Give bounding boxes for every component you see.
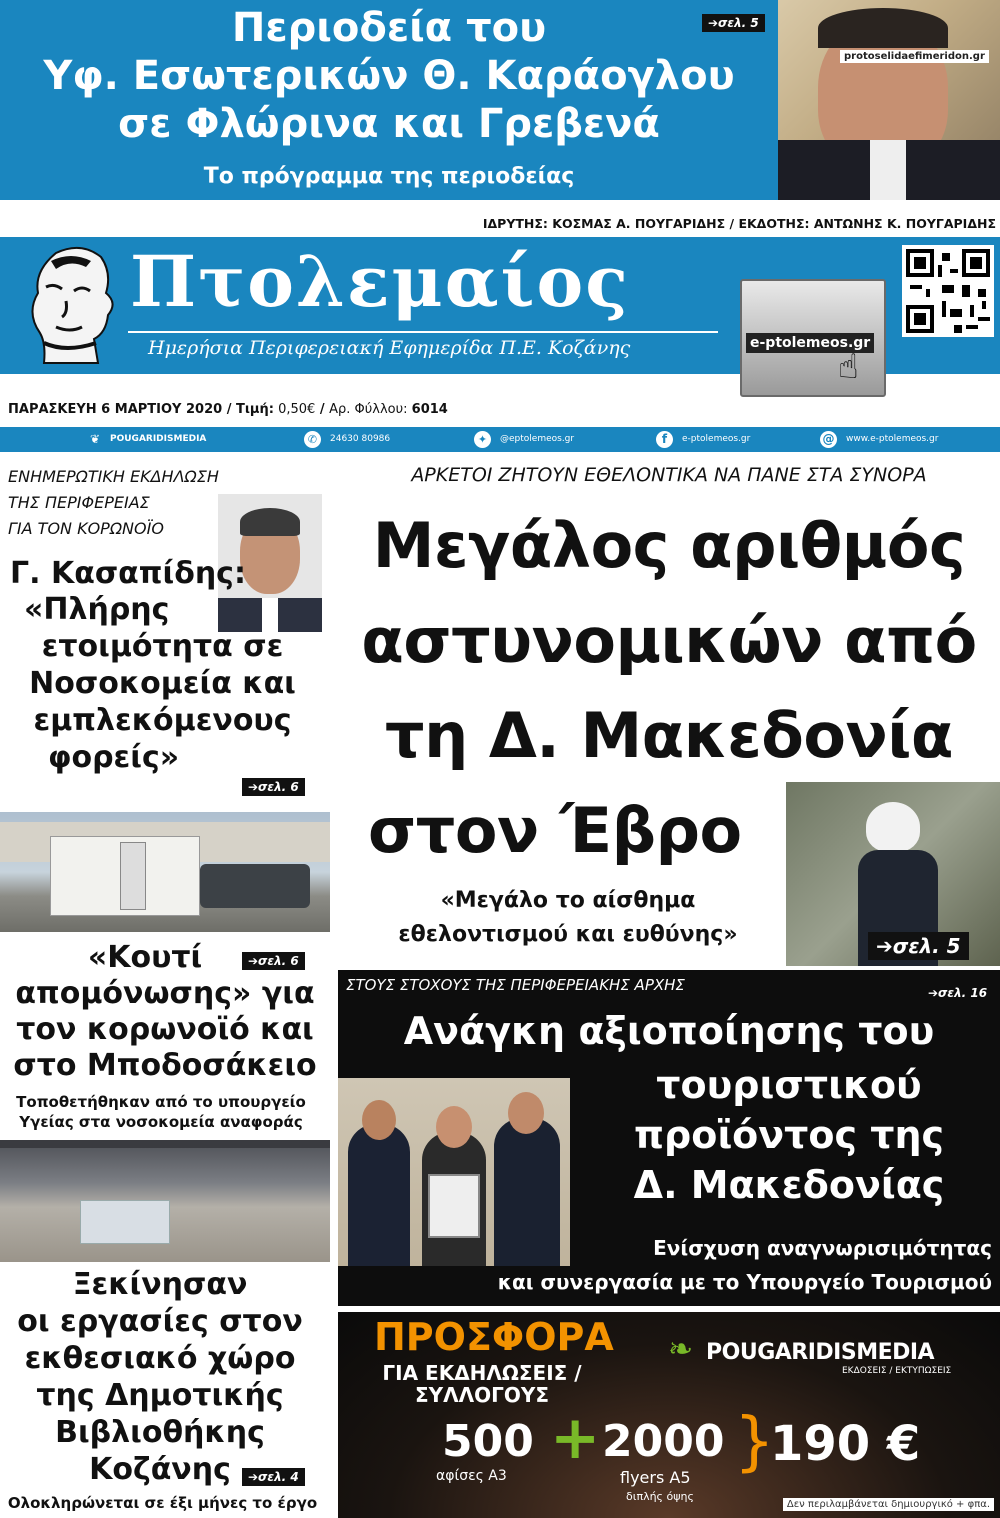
left-story-2 — [0, 940, 330, 1260]
main-headline-line2: αστυνομικών από — [361, 604, 977, 677]
ad-subline1: ΓΙΑ ΕΚΔΗΛΩΣΕΙΣ / — [382, 1361, 582, 1385]
ad-subline2: ΣΥΛΛΟΓΟΥΣ — [415, 1383, 549, 1407]
main-headline-line3: τη Δ. Μακεδονία — [385, 699, 953, 772]
contact-bar — [0, 427, 1000, 452]
story3-headline-line3: εκθεσιακό χώρο — [24, 1341, 296, 1376]
ptolemy-logo-icon — [26, 243, 126, 367]
tourism-headline-line1: Ανάγκη αξιοποίησης του — [403, 1009, 935, 1053]
tourism-meeting-photo — [338, 1078, 570, 1266]
brace-icon: } — [734, 1405, 775, 1479]
founders-line: ΙΔΡΥΤΗΣ: ΚΟΣΜΑΣ Α. ΠΟΥΓΑΡΙΔΗΣ / ΕΚΔΟΤΗΣ: ΑΝΤΩΝΗΣ Κ. ΠΟΥΓΑΡΙΔΗΣ — [482, 216, 996, 231]
story1-page-ref: ➔σελ. 6 — [242, 778, 305, 796]
tourism-page-ref: ➔σελ. 16 — [928, 986, 988, 1000]
story1-headline-line3: ετοιμότητα σε — [41, 629, 284, 664]
isolation-container-photo — [0, 812, 330, 932]
contact-phone[interactable]: 24630 80986 — [330, 434, 391, 444]
masthead — [0, 237, 1000, 387]
story3-subline: Ολοκληρώνεται σε έξι μήνες το έργο — [7, 1494, 318, 1512]
top-page-ref: ➔σελ. 5 — [702, 14, 765, 32]
main-kicker: ΑΡΚΕΤΟΙ ΖΗΤΟΥΝ ΕΘΕΛΟΝΤΙΚΑ ΝΑ ΠΑΝΕ ΣΤΑ ΣΥΝΟΡΑ — [411, 464, 927, 486]
left-story-1 — [0, 456, 330, 932]
left-story-3 — [0, 1266, 330, 1518]
story2-headline-line1: «Κουτί — [87, 940, 203, 975]
story3-headline-line6: Κοζάνης — [89, 1452, 231, 1487]
top-headline-line1: Περιοδεία του — [231, 5, 547, 51]
contact-twitter[interactable]: @eptolemeos.gr — [500, 434, 575, 444]
ad-number1: 500 — [442, 1416, 534, 1467]
ad-plus: + — [550, 1403, 601, 1473]
story1-kicker-line1: ΕΝΗΜΕΡΩΤΙΚΗ ΕΚΔΗΛΩΣΗ — [8, 467, 219, 486]
main-quote-line1: «Μεγάλο το αίσθημα — [440, 888, 696, 913]
top-headline-line3: σε Φλώρινα και Γρεβενά — [118, 101, 660, 147]
issue-number: 6014 — [411, 402, 448, 417]
story2-subline2: Υγείας στα νοσοκομεία αναφοράς — [19, 1113, 303, 1131]
ad-brand-tag: ΕΚΔΟΣΕΙΣ / ΕΚΤΥΠΩΣΕΙΣ — [842, 1366, 952, 1376]
pougaridis-logo-icon: ❦ — [90, 432, 101, 446]
story1-headline-line5: εμπλεκόμενους — [33, 703, 292, 738]
print-offer-ad[interactable] — [338, 1312, 1000, 1518]
contact-brand: POUGARIDISMEDIA — [110, 434, 207, 444]
tourism-kicker: ΣΤΟΥΣ ΣΤΟΧΟΥΣ ΤΗΣ ΠΕΡΙΦΕΡΕΙΑΚΗΣ ΑΡΧΗΣ — [346, 976, 685, 994]
masthead-subtitle: Ημερήσια Περιφερειακή Εφημερίδα Π.Ε. Κοζάνης — [148, 337, 631, 359]
story2-headline-line2: απομόνωσης» για — [15, 976, 315, 1011]
contact-facebook[interactable]: e-ptolemeos.gr — [682, 434, 751, 444]
facebook-icon: f — [656, 431, 673, 448]
ad-title: ΠΡΟΣΦΟΡΑ — [374, 1315, 614, 1359]
story3-headline-line5: Βιβλιοθήκης — [55, 1415, 265, 1450]
tourism-headline-line4: Δ. Μακεδονίας — [633, 1163, 945, 1207]
story3-headline-line2: οι εργασίες στον — [17, 1304, 303, 1339]
tourism-story — [338, 970, 1000, 1306]
story1-kicker-line3: ΓΙΑ ΤΟΝ ΚΟΡΩΝΟΪΟ — [8, 519, 164, 538]
story3-headline-line1: Ξεκίνησαν — [72, 1267, 248, 1302]
site-badge-label: e-ptolemeos.gr — [746, 333, 874, 353]
story2-subline1: Τοποθετήθηκαν από το υπουργείο — [16, 1093, 306, 1111]
price-label: Τιμή: — [235, 402, 274, 417]
watermark-label: protoselidaefimeridon.gr — [840, 50, 989, 63]
story1-headline-line6: φορείς» — [48, 740, 180, 775]
story1-headline-line4: Νοσοκομεία και — [29, 666, 296, 701]
ad-number1-label: αφίσες Α3 — [436, 1468, 507, 1484]
main-headline-line1: Μεγάλος αριθμός — [372, 509, 966, 582]
top-headline-line2: Υφ. Εσωτερικών Θ. Καράογλου — [43, 53, 735, 99]
masthead-title: Πτολεμαίος — [130, 240, 630, 323]
web-icon: @ — [820, 431, 837, 448]
ad-number2-label: flyers A5 — [620, 1468, 691, 1487]
issue-date: ΠΑΡΑΣΚΕΥΗ 6 ΜΑΡΤΙΟΥ 2020 — [8, 402, 223, 417]
story2-headline-line3: τον κορωνοϊό και — [16, 1012, 314, 1047]
top-banner — [0, 0, 778, 200]
issue-line: ΠΑΡΑΣΚΕΥΗ 6 ΜΑΡΤΙΟΥ 2020 / Τιμή: 0,50€ / Αρ. Φύλλου: 6014 — [8, 402, 448, 417]
pougaridis-leaf-icon: ❧ — [668, 1332, 694, 1367]
tourism-subline2: και συνεργασία με το Υπουργείο Τουρισμού — [497, 1270, 992, 1294]
ad-number2-sublabel: διπλής όψης — [626, 1490, 694, 1503]
exhibition-hall-photo — [0, 1140, 330, 1262]
story1-headline-line1: Γ. Κασαπίδης: — [10, 556, 246, 591]
contact-web[interactable]: www.e-ptolemeos.gr — [846, 434, 939, 444]
minister-photo — [778, 0, 1000, 200]
story1-headline-line2: «Πλήρης — [24, 592, 170, 627]
tourism-headline-line3: προϊόντος της — [633, 1113, 945, 1157]
ad-brand: POUGARIDISMEDIA — [706, 1340, 935, 1365]
main-story — [338, 456, 1000, 966]
story2-headline-line4: στο Μποδοσάκειο — [13, 1048, 317, 1083]
site-badge[interactable] — [740, 279, 886, 397]
story3-headline-line4: της Δημοτικής — [36, 1378, 284, 1413]
phone-icon: ✆ — [304, 431, 321, 448]
ad-price: 190 € — [770, 1416, 921, 1472]
story3-page-ref: ➔σελ. 4 — [242, 1468, 305, 1486]
tourism-subline1: Ενίσχυση αναγνωρισιμότητας — [653, 1236, 992, 1260]
issue-number-label: Αρ. Φύλλου: — [329, 402, 408, 417]
tourism-headline-line2: τουριστικού — [656, 1063, 922, 1107]
main-page-ref: ➔σελ. 5 — [868, 932, 969, 960]
ad-note: Δεν περιλαμβάνεται δημιουργικό + φπα. — [783, 1498, 994, 1511]
price-value: 0,50€ — [278, 402, 316, 417]
twitter-icon: ✦ — [474, 431, 491, 448]
story2-page-ref: ➔σελ. 6 — [242, 952, 305, 970]
cursor-hand-icon: ☝ — [838, 347, 859, 387]
main-quote-line2: εθελοντισμού και ευθύνης» — [398, 922, 738, 947]
ad-number2: 2000 — [602, 1416, 725, 1467]
qr-code-icon[interactable] — [902, 245, 994, 337]
story1-kicker-line2: ΤΗΣ ΠΕΡΙΦΕΡΕΙΑΣ — [8, 493, 150, 512]
top-subline: Το πρόγραμμα της περιοδείας — [203, 164, 575, 189]
main-headline-line4: στον Έβρο — [368, 794, 742, 867]
